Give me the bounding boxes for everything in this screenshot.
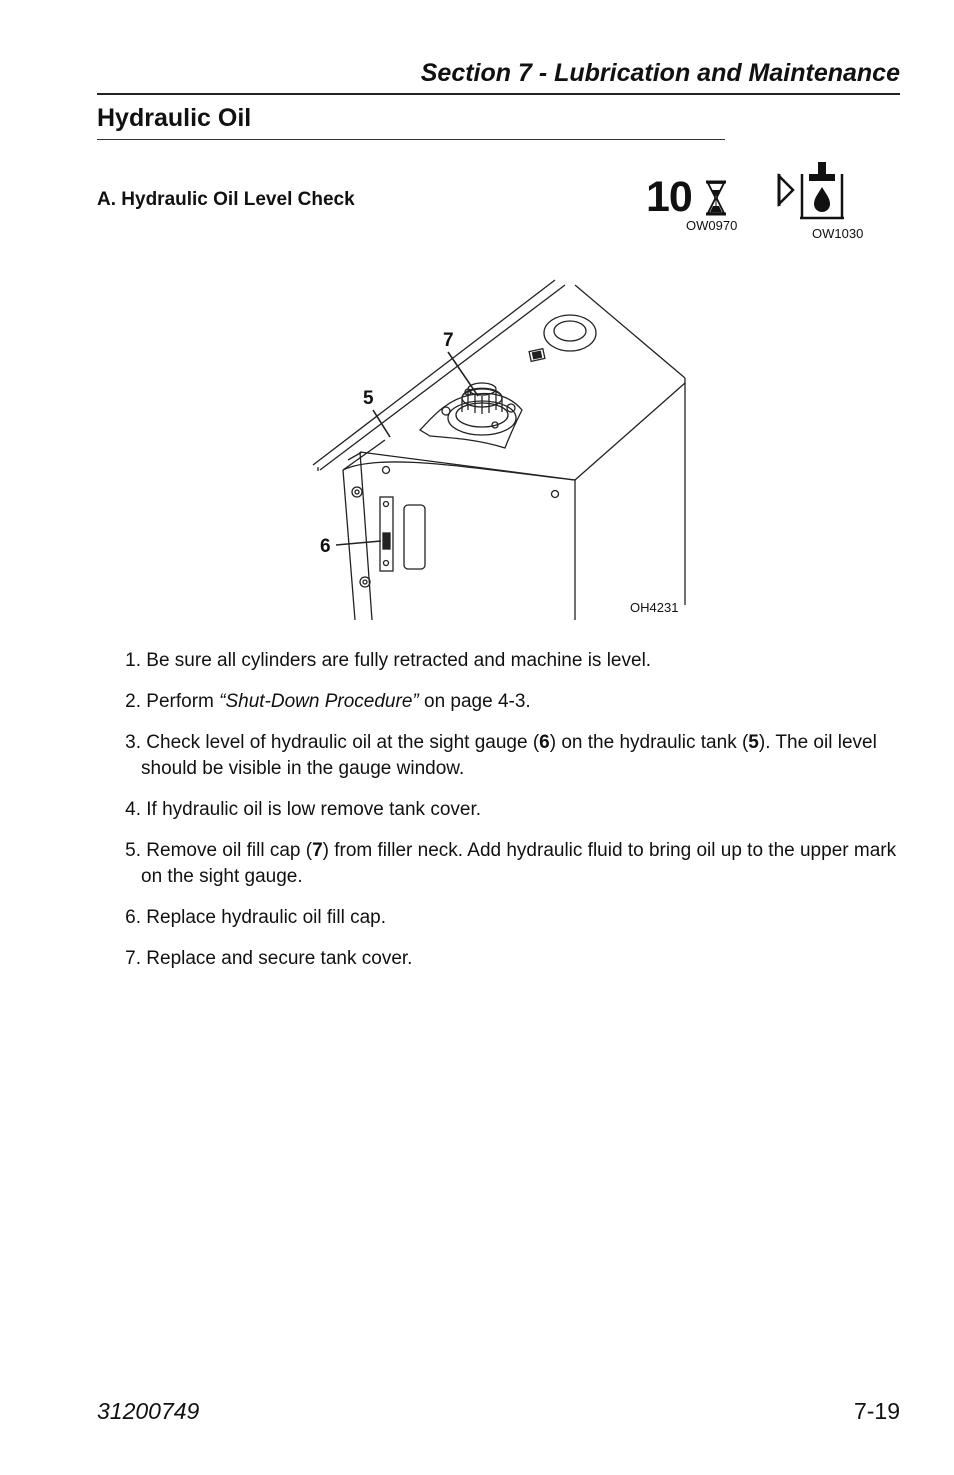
interval-code: OW0970: [686, 218, 738, 233]
step-item: [97, 648, 902, 674]
hourglass-icon: [704, 180, 728, 216]
step-number: 1.: [125, 650, 141, 671]
oil-can-icon: [776, 160, 848, 222]
step-callout-ref: 6: [539, 732, 550, 753]
step-text-part: Be sure all cylinders are fully retracted and machine is level.: [146, 650, 652, 671]
step-text: [141, 689, 902, 715]
callout-fill-cap: 7: [443, 330, 454, 351]
hydraulic-tank-illustration: [300, 275, 700, 625]
step-number: 6.: [125, 907, 141, 928]
step-text-part: Replace and secure tank cover.: [146, 948, 413, 969]
step-callout-ref: 7: [312, 840, 323, 861]
step-text-part: Remove oil fill cap (: [146, 840, 313, 861]
header-rule: [97, 93, 900, 95]
interval-number: 10: [646, 173, 692, 221]
step-text: [141, 797, 902, 823]
step-reference: “Shut-Down Procedure”: [219, 691, 419, 712]
step-number: 7.: [125, 948, 141, 969]
step-text-part: ) from filler neck. Add hydraulic fluid to bring oil up to the upper mark on the sight gauge.: [141, 840, 897, 887]
step-item: [97, 905, 902, 931]
step-callout-ref: 5: [748, 732, 759, 753]
step-text-part: If hydraulic oil is low remove tank cover.: [146, 799, 482, 820]
step-number: 4.: [125, 799, 141, 820]
step-text: [141, 730, 902, 782]
step-text-part: on page 4-3.: [418, 691, 531, 712]
step-item: [97, 946, 902, 972]
step-text: [141, 648, 902, 674]
step-text-part: Check level of hydraulic oil at the sight gauge (: [146, 732, 540, 753]
document-number: 31200749: [97, 1398, 200, 1424]
step-number: 3.: [125, 732, 141, 753]
title-rule: [97, 139, 725, 140]
figure-code: OH4231: [630, 600, 679, 615]
step-item: [97, 689, 902, 715]
step-number: 2.: [125, 691, 141, 712]
step-text-part: Perform: [146, 691, 220, 712]
page-number: 7-19: [853, 1398, 900, 1424]
step-text: [141, 838, 902, 890]
fluid-code: OW1030: [812, 226, 864, 241]
step-text: [141, 946, 902, 972]
callout-sight-gauge: 6: [320, 536, 331, 557]
step-item: [97, 838, 902, 890]
callout-tank: 5: [363, 388, 374, 409]
step-text-part: ). The oil level should be visible in the gauge window.: [141, 732, 877, 779]
section-header: Section 7 - Lubrication and Maintenance: [420, 59, 900, 87]
step-text: [141, 905, 902, 931]
step-item: [97, 797, 902, 823]
step-item: [97, 730, 902, 782]
subheading: A. Hydraulic Oil Level Check: [97, 189, 355, 210]
page-title: Hydraulic Oil: [97, 104, 252, 132]
procedure-steps: [97, 648, 902, 987]
step-number: 5.: [125, 840, 141, 861]
step-text-part: Replace hydraulic oil fill cap.: [146, 907, 387, 928]
step-text-part: ) on the hydraulic tank (: [549, 732, 749, 753]
